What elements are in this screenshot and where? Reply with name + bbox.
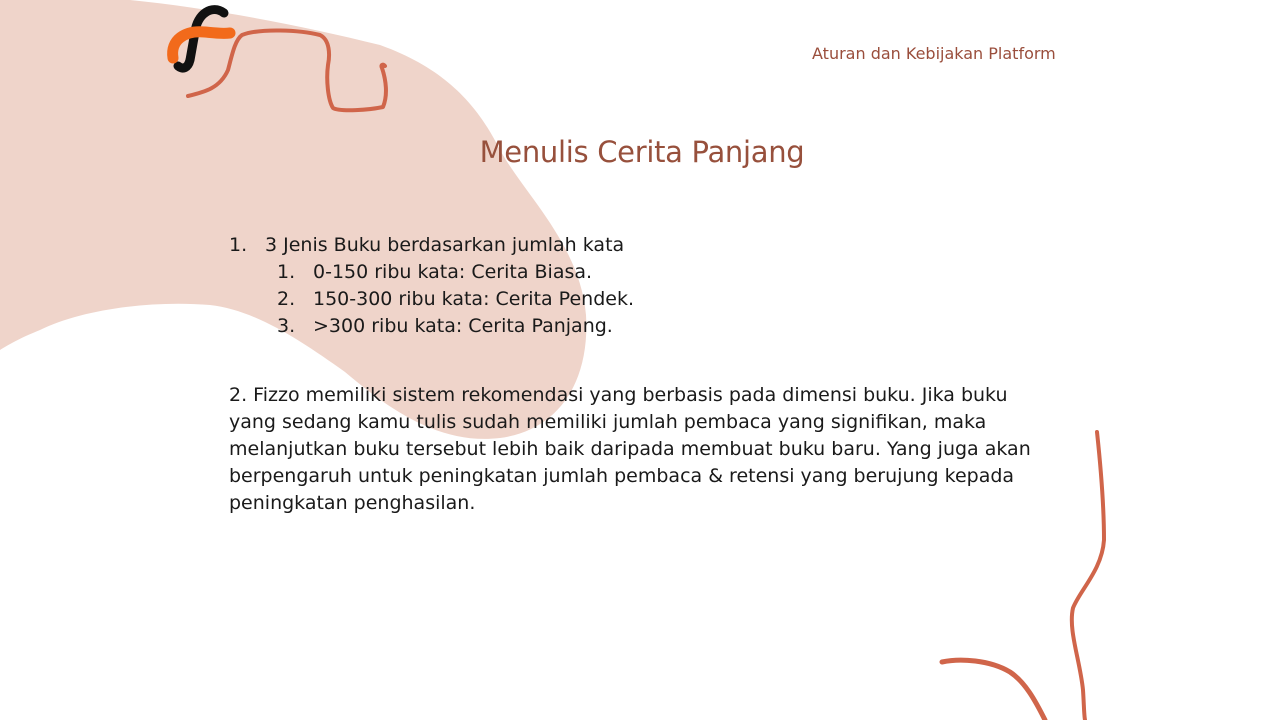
vine-line-right bbox=[1072, 432, 1104, 720]
sub-list-item-number: 3. bbox=[277, 315, 296, 337]
header-label: Aturan dan Kebijakan Platform bbox=[812, 44, 1056, 63]
sub-list-item bbox=[229, 286, 1029, 313]
slide-title: Menulis Cerita Panjang bbox=[479, 135, 805, 169]
background-blob bbox=[0, 0, 586, 439]
sub-list-item bbox=[229, 313, 1029, 340]
sub-list-item-number: 2. bbox=[277, 288, 296, 310]
recommendation-paragraph: 2. Fizzo memiliki sistem rekomendasi yang berbasis pada dimensi buku. Jika buku yang sedang kamu tulis sudah memiliki jumlah pembaca yang signifikan, maka melanjutkan buku tersebut lebih baik daripada membuat buku baru. Yang juga akan berpengaruh untuk peningkatan jumlah pembaca & retensi yang berujung kepada peningkatan penghasilan. bbox=[229, 384, 1031, 514]
sub-list-item-text: 0-150 ribu kata: Cerita Biasa. bbox=[313, 261, 593, 283]
sub-list-item bbox=[229, 259, 1029, 286]
sub-list-item-number: 1. bbox=[277, 261, 296, 283]
list-item-number: 1. bbox=[229, 234, 248, 256]
curve-line-bottom bbox=[942, 660, 1045, 720]
sub-list-item-text: 150-300 ribu kata: Cerita Pendek. bbox=[313, 288, 634, 310]
list-item bbox=[229, 232, 1029, 259]
sub-list-item-text: >300 ribu kata: Cerita Panjang. bbox=[313, 315, 613, 337]
list-item-text: 3 Jenis Buku berdasarkan jumlah kata bbox=[265, 234, 625, 256]
book-types-list bbox=[229, 232, 1029, 340]
